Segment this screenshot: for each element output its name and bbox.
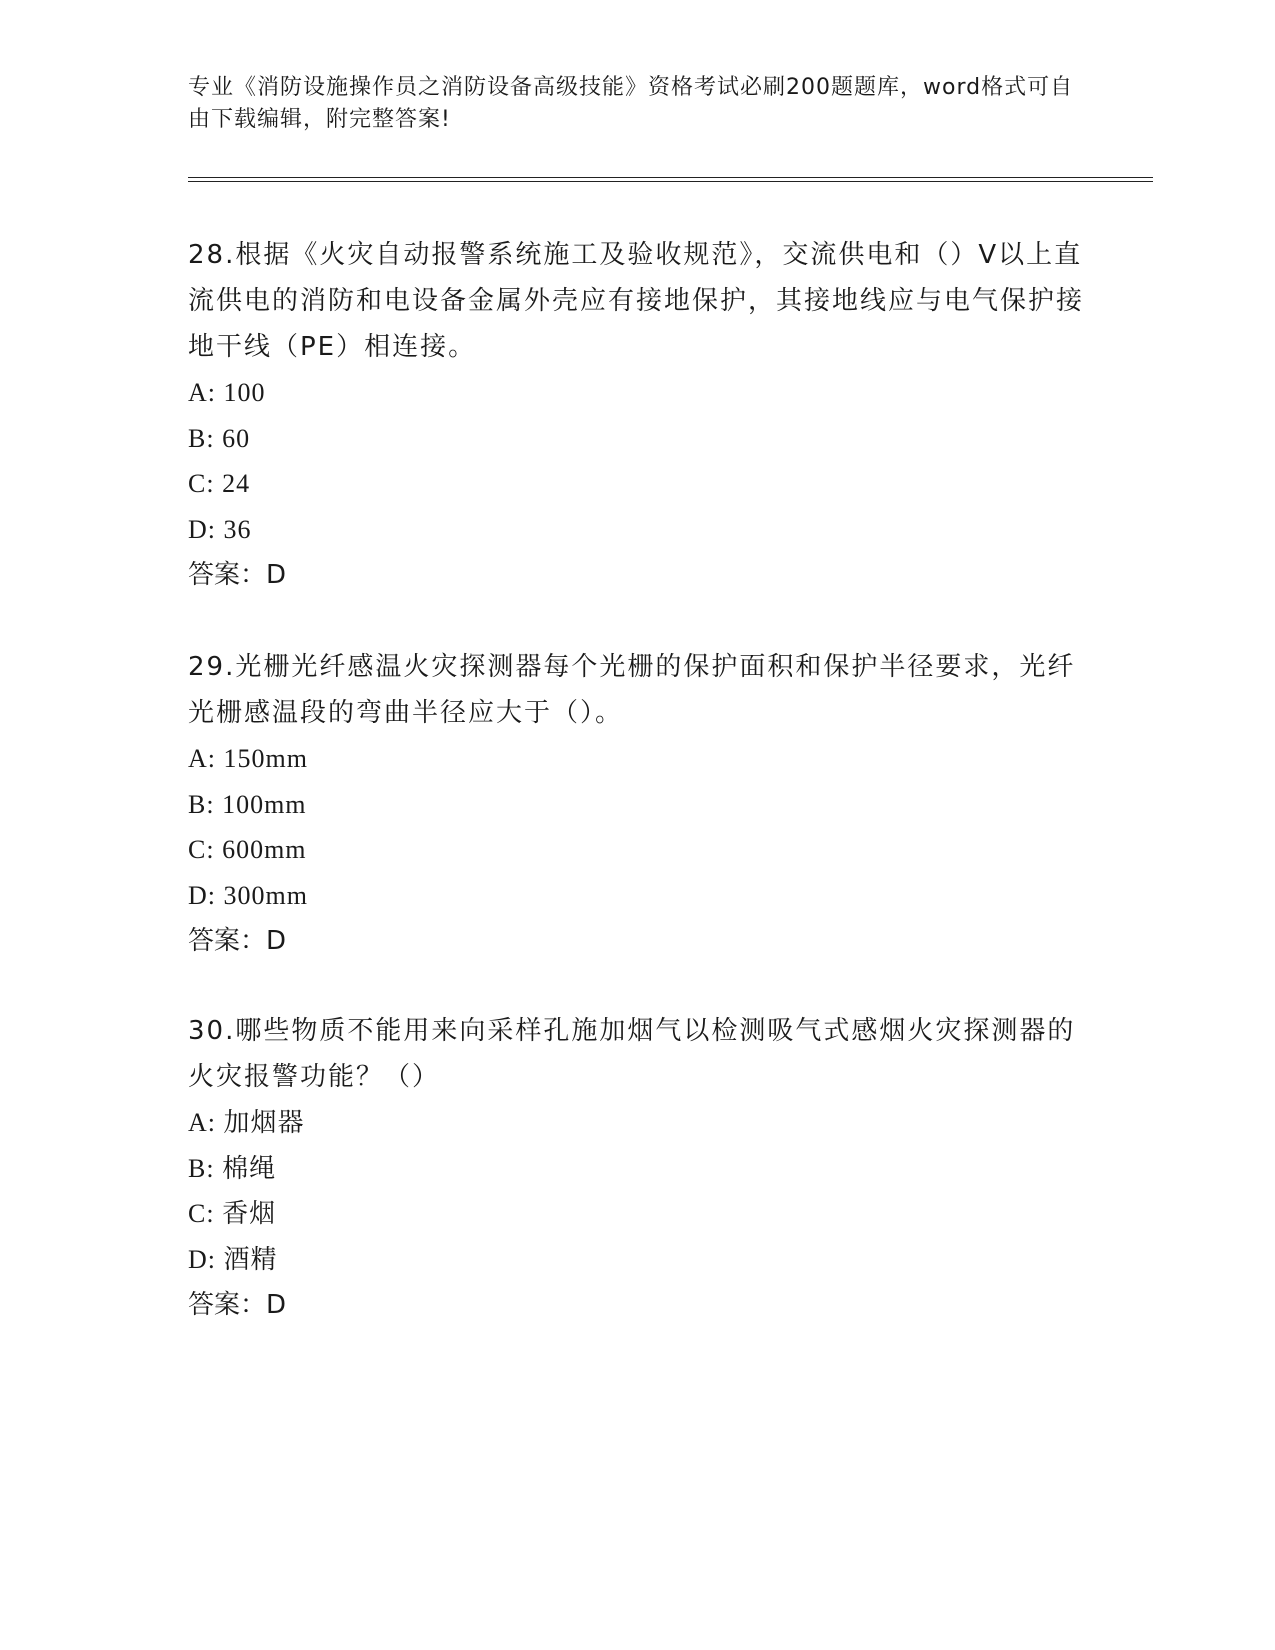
option-c: C: 600mm <box>188 835 307 864</box>
option-b: B: 100mm <box>188 789 307 819</box>
question-29 <box>188 644 1088 964</box>
question-28 <box>188 232 1088 598</box>
option-c: C: 24 <box>188 469 251 498</box>
document-header: 专业《消防设施操作员之消防设备高级技能》资格考试必刷200题题库，word格式可自由下载编辑，附完整答案! <box>188 75 1074 132</box>
answer-line: 答案：D <box>188 926 287 956</box>
option-c: C: 香烟 <box>188 1199 277 1228</box>
option-a: A: 100 <box>188 378 266 407</box>
option-d: D: 酒精 <box>188 1244 278 1274</box>
header-divider <box>188 177 1153 182</box>
option-b: B: 60 <box>188 423 251 453</box>
option-d: D: 300mm <box>188 880 308 910</box>
option-d: D: 36 <box>188 514 252 544</box>
question-stem: 29.光栅光纤感温火灾探测器每个光栅的保护面积和保护半径要求，光纤光栅感温段的弯曲半径应大于（）。 <box>188 652 1076 728</box>
option-a: A: 加烟器 <box>188 1108 305 1137</box>
question-stem: 28.根据《火灾自动报警系统施工及验收规范》，交流供电和（）V以上直流供电的消防和电设备金属外壳应有接地保护，其接地线应与电气保护接地干线（PE）相连接。 <box>188 240 1085 362</box>
question-30 <box>188 1008 1088 1328</box>
question-stem: 30.哪些物质不能用来向采样孔施加烟气以检测吸气式感烟火灾探测器的火灾报警功能？（） <box>188 1016 1076 1092</box>
option-a: A: 150mm <box>188 744 308 773</box>
option-b: B: 棉绳 <box>188 1153 277 1183</box>
answer-line: 答案：D <box>188 1290 287 1320</box>
answer-line: 答案：D <box>188 560 287 590</box>
